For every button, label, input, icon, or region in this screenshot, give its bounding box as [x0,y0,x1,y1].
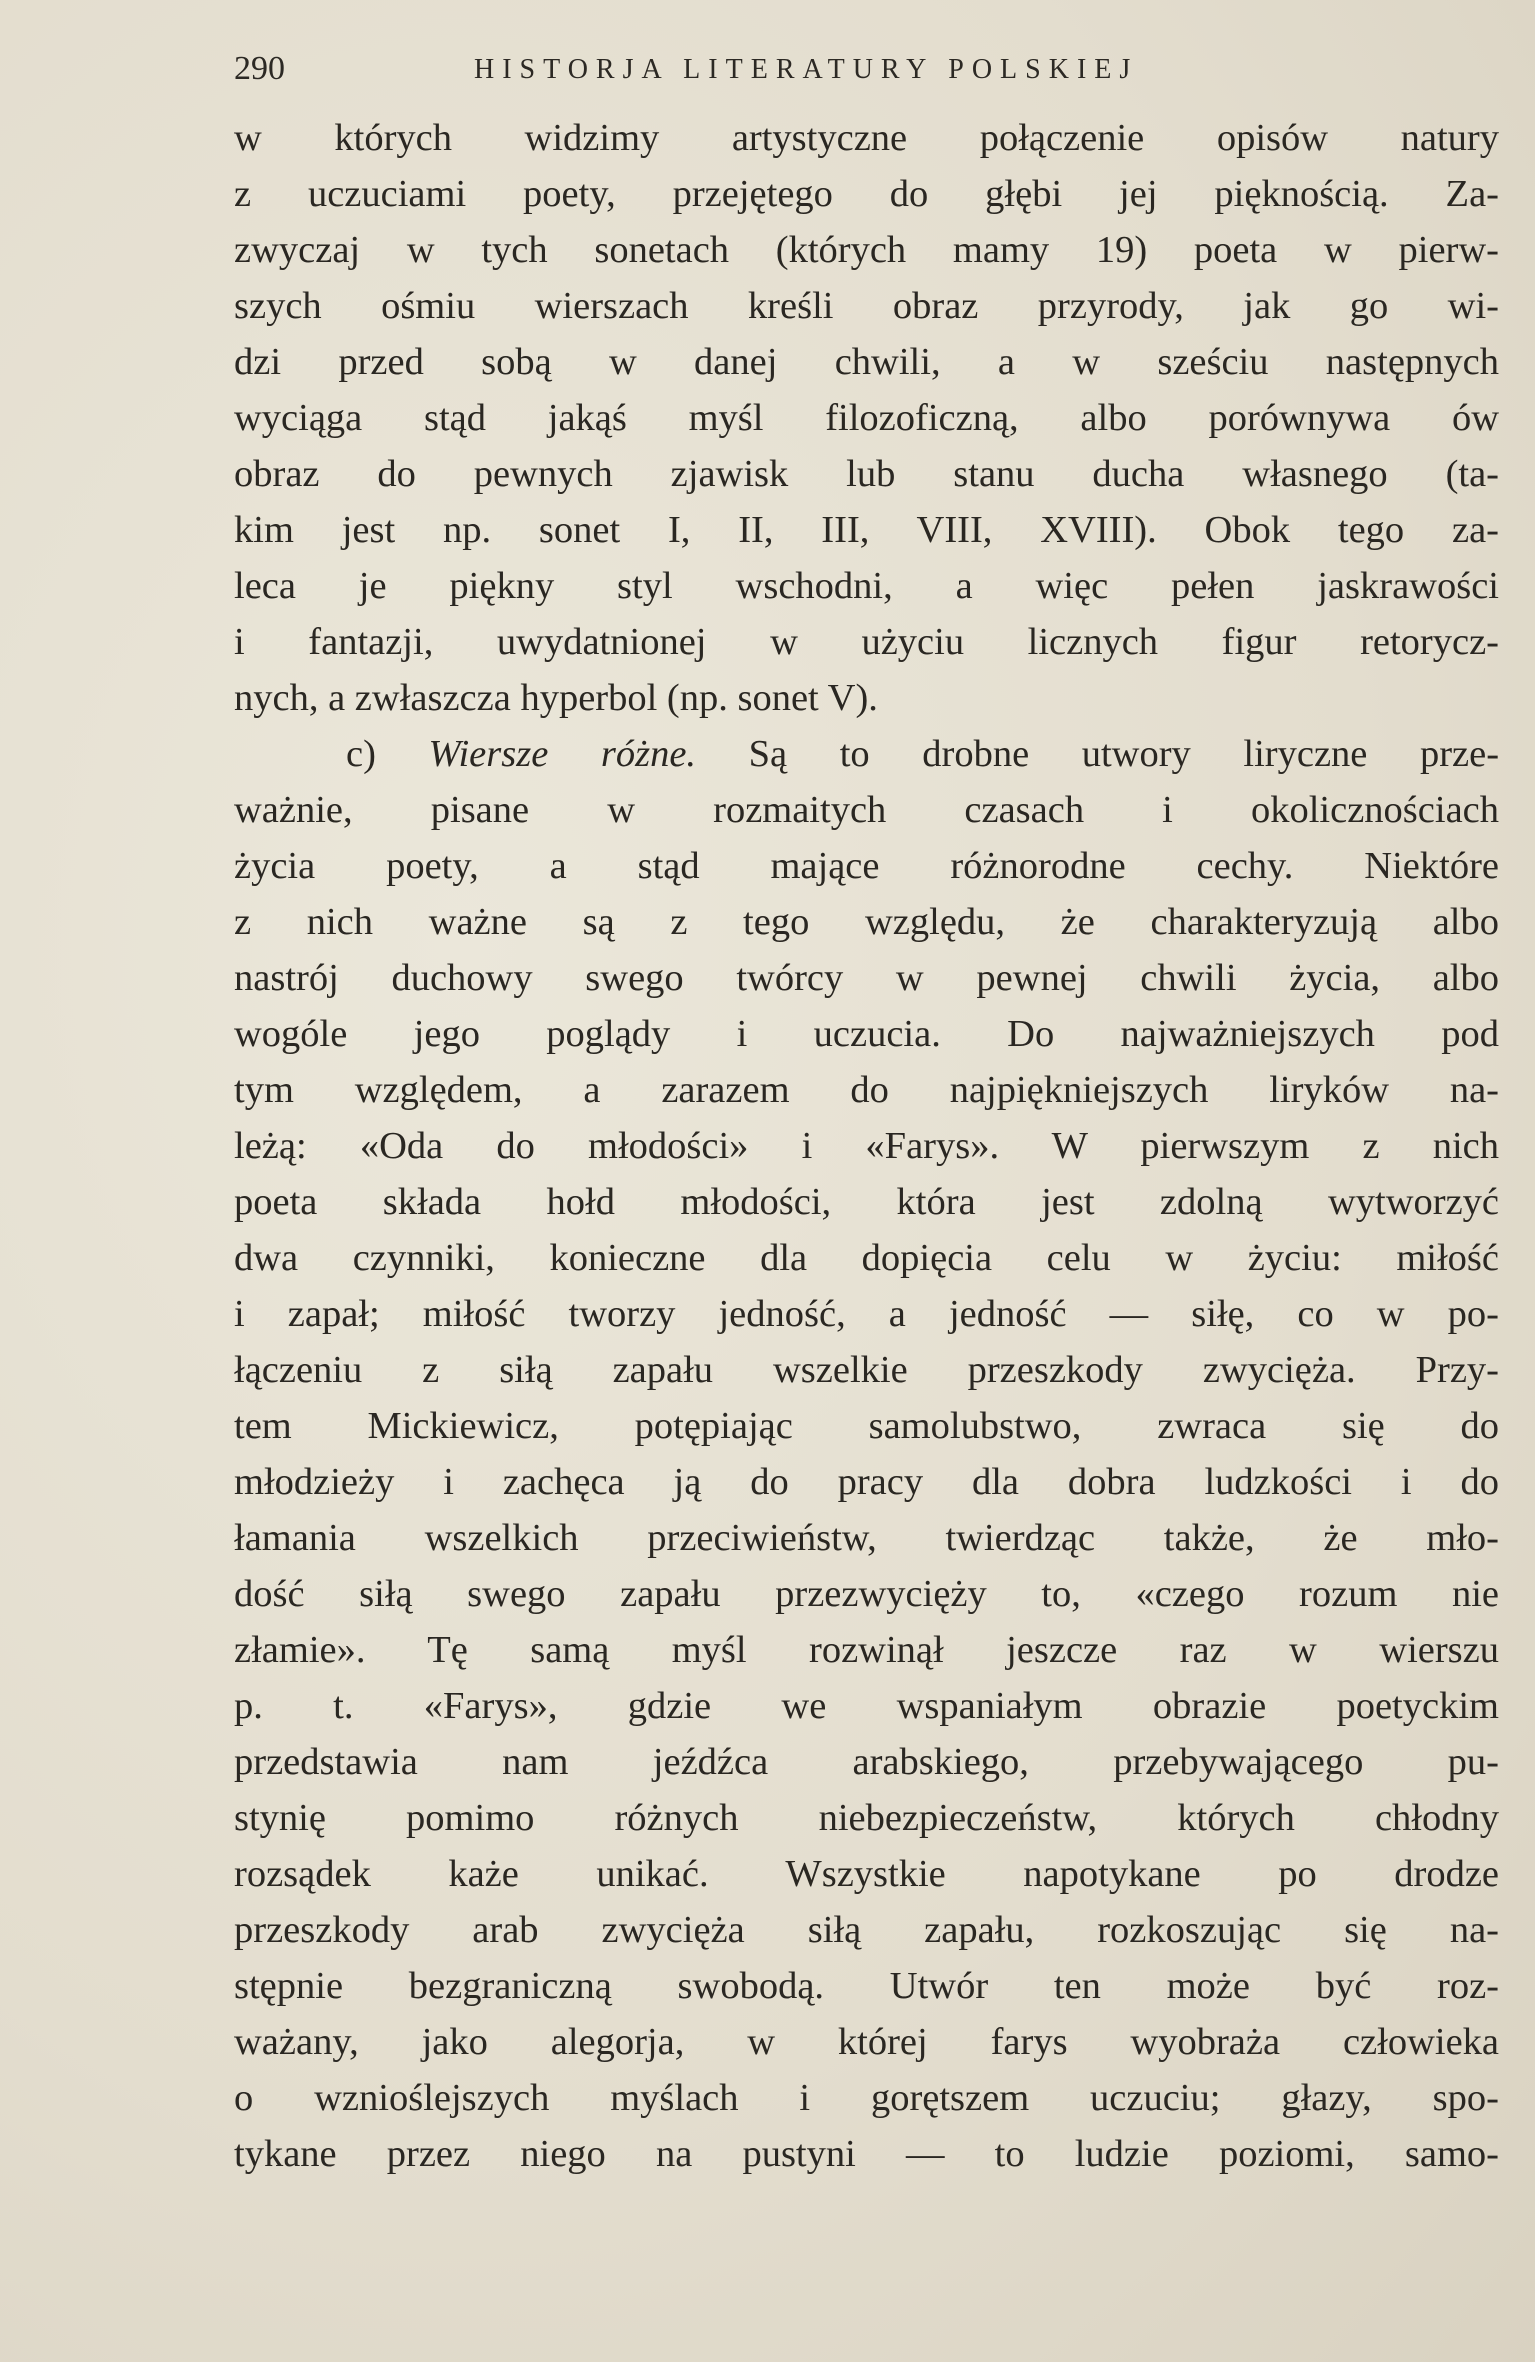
running-title: HISTORJA LITERATURY POLSKIEJ [474,54,1139,85]
text-line: obraz do pewnych zjawisk lub stanu ducha własnego (ta- [234,453,1499,495]
page-number: 290 [234,50,285,87]
text-line: wogóle jego poglądy i uczucia. Do najważniejszych pod [234,1013,1499,1055]
text-line: i zapał; miłość tworzy jedność, a jedność — siłę, co w po- [234,1293,1499,1335]
text-line: ważnie, pisane w rozmaitych czasach i okolicznościach [234,789,1499,831]
page-header [234,50,1514,100]
text-line: nych, a zwłaszcza hyperbol (np. sonet V). [234,677,878,719]
text-line: poeta składa hołd młodości, która jest zdolną wytworzyć [234,1181,1499,1223]
text-line: p. t. «Farys», gdzie we wspaniałym obrazie poetyckim [234,1685,1499,1727]
body-text [234,110,1499,2182]
text-line: stynię pomimo różnych niebezpieczeństw, których chłodny [234,1797,1499,1839]
text-line: z nich ważne są z tego względu, że charakteryzują albo [234,901,1499,943]
text-line: złamie». Tę samą myśl rozwinął jeszcze raz w wierszu [234,1629,1499,1671]
text-line: kim jest np. sonet I, II, III, VIII, XVIII). Obok tego za- [234,509,1499,551]
text-line: wyciąga stąd jakąś myśl filozoficzną, albo porównywa ów [234,397,1499,439]
text-line: zwyczaj w tych sonetach (których mamy 19) poeta w pierw- [234,229,1499,271]
text-line: rozsądek każe unikać. Wszystkie napotykane po drodze [234,1853,1499,1895]
text-line: tem Mickiewicz, potępiając samolubstwo, zwraca się do [234,1405,1499,1447]
text-line: ważany, jako alegorja, w której farys wyobraża człowieka [234,2021,1499,2063]
text-line: życia poety, a stąd mające różnorodne cechy. Niektóre [234,845,1499,887]
text-line: leżą: «Oda do młodości» i «Farys». W pierwszym z nich [234,1125,1499,1167]
text-line: szych ośmiu wierszach kreśli obraz przyrody, jak go wi- [234,285,1499,327]
text-line: młodzieży i zachęca ją do pracy dla dobra ludzkości i do [234,1461,1499,1503]
text-line: i fantazji, uwydatnionej w użyciu licznych figur retorycz- [234,621,1499,663]
text-line: o wznioślejszych myślach i gorętszem uczuciu; głazy, spo- [234,2077,1499,2119]
text-line: Są to drobne utwory liryczne prze- [748,733,1500,775]
text-line: z uczuciami poety, przejętego do głębi jej pięknością. Za- [234,173,1499,215]
section-c-marker: c) [346,733,376,775]
text-line: łamania wszelkich przeciwieństw, twierdząc także, że mło- [234,1517,1499,1559]
text-line: dwa czynniki, konieczne dla dopięcia celu w życiu: miłość [234,1237,1499,1279]
text-line: nastrój duchowy swego twórcy w pewnej chwili życia, albo [234,957,1499,999]
text-line: przedstawia nam jeźdźca arabskiego, przebywającego pu- [234,1741,1499,1783]
text-line: w których widzimy artystyczne połączenie opisów natury [234,117,1499,159]
section-c-line [234,726,1499,782]
text-line: leca je piękny styl wschodni, a więc pełen jaskrawości [234,565,1499,607]
text-line: stępnie bezgraniczną swobodą. Utwór ten może być roz- [234,1965,1499,2007]
text-line: przeszkody arab zwycięża siłą zapału, rozkoszując się na- [234,1909,1499,1951]
text-line: tym względem, a zarazem do najpiękniejszych liryków na- [234,1069,1499,1111]
text-line: łączeniu z siłą zapału wszelkie przeszkody zwycięża. Przy- [234,1349,1499,1391]
text-line: dość siłą swego zapału przezwycięży to, «czego rozum nie [234,1573,1499,1615]
section-c-title: Wiersze różne. [428,733,697,775]
text-line: tykane przez niego na pustyni — to ludzie poziomi, samo- [234,2133,1499,2175]
text-line: dzi przed sobą w danej chwili, a w sześciu następnych [234,341,1499,383]
